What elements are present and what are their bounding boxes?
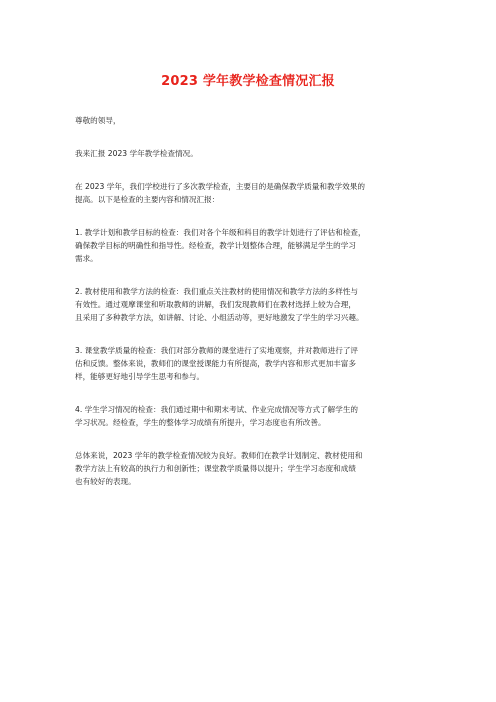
page-title: 2023 学年教学检查情况汇报 [161, 74, 335, 89]
paragraph-line: 样，能够更好地引导学生思考和参与。 [75, 372, 205, 381]
salutation-paragraph [75, 114, 435, 127]
paragraph-line: 确保教学目标的明确性和指导性。经检查，教学计划整体合理，能够满足学生的学习 [75, 241, 356, 250]
paragraph-line: 估和反馈。整体来说，教师们的课堂授课能力有所提高，教学内容和形式更加丰富多 [75, 359, 356, 368]
overview-paragraph [75, 180, 435, 206]
paragraph-line: 2. 教材使用和教学方法的检查：我们重点关注教材的使用情况和教学方法的多样性与 [75, 287, 359, 296]
paragraph-line: 需求。 [75, 254, 98, 263]
item-3-paragraph [75, 344, 435, 383]
paragraph-line: 4. 学生学习情况的检查：我们通过期中和期末考试、作业完成情况等方式了解学生的 [75, 405, 359, 414]
paragraph-line: 1. 教学计划和教学目标的检查：我们对各个年级和科目的教学计划进行了评估和检查， [75, 228, 366, 237]
paragraph-line: 总体来说，2023 学年的教学检查情况较为良好。教师们在教学计划制定、教材使用和 [75, 451, 363, 460]
item-1-paragraph [75, 226, 435, 265]
paragraph-line: 我来汇报 2023 学年教学检查情况。 [75, 149, 198, 158]
paragraph-line: 尊敬的领导， [75, 116, 121, 125]
item-4-paragraph [75, 403, 435, 429]
paragraph-line: 在 2023 学年，我们学校进行了多次教学检查，主要目的是确保教学质量和教学效果的 [75, 182, 365, 191]
intro-paragraph [75, 147, 435, 160]
paragraph-line: 有效性。通过观摩课堂和听取教师的讲解，我们发现教师们在教材选择上较为合理， [75, 300, 356, 309]
paragraph-line: 提高。以下是检查的主要内容和情况汇报： [75, 195, 220, 204]
summary-paragraph [75, 449, 435, 488]
paragraph-line: 教学方法上有较高的执行力和创新性；课堂教学质量得以提升；学生学习态度和成绩 [75, 464, 356, 473]
paragraph-line: 也有较好的表现。 [75, 477, 136, 486]
item-2-paragraph [75, 285, 435, 324]
paragraph-line: 且采用了多种教学方法，如讲解、讨论、小组活动等，更好地激发了学生的学习兴趣。 [75, 313, 364, 322]
paragraph-line: 3. 课堂教学质量的检查：我们对部分教师的课堂进行了实地观察，并对教师进行了评 [75, 346, 359, 355]
paragraph-line: 学习状况。经检查，学生的整体学习成绩有所提升，学习态度也有所改善。 [75, 418, 326, 427]
document-body [75, 114, 435, 488]
